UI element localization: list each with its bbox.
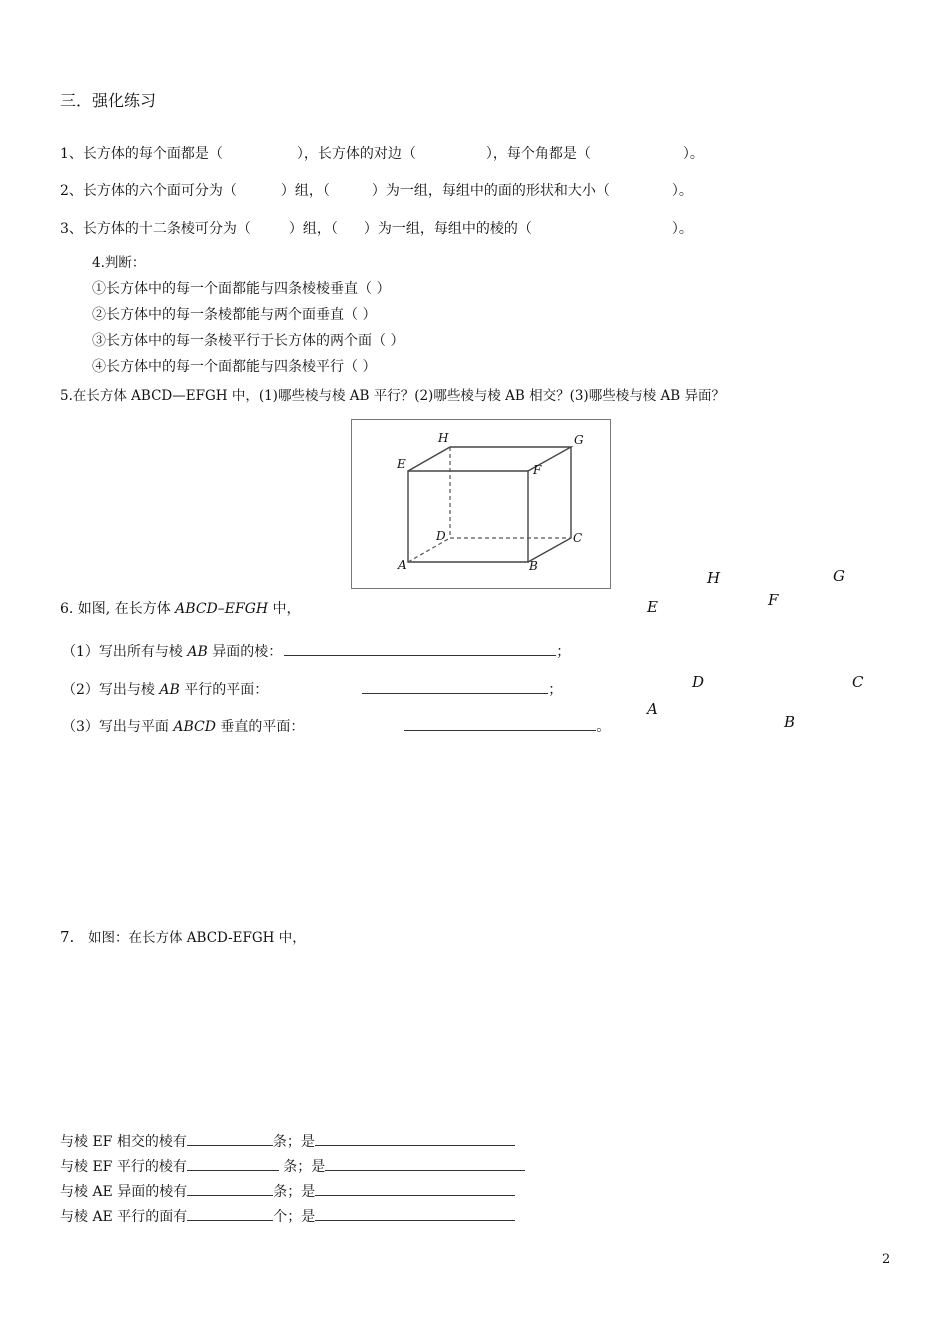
question-6-sub-1 [62, 641, 570, 659]
q7-answer-line-1 [60, 1131, 515, 1149]
question-7-text: 如图：在长方体 ABCD-EFGH 中， [88, 930, 306, 946]
judge-item-2: ②长方体中的每一条棱都能与两个面垂直（ ） [92, 307, 377, 323]
q3-part-4: ）。 [671, 221, 693, 237]
fig2-label-f: F [768, 591, 779, 609]
q7-line-4-b: 个；是 [273, 1209, 316, 1225]
question-4-title: 4.判断： [92, 255, 146, 271]
question-5: 5.在长方体 ABCD—EFGH 中，(1)哪些棱与棱 AB 平行？(2)哪些棱与棱 AB 相交？(3)哪些棱与棱 AB 异面？ [60, 388, 725, 404]
q6-s3-c: 垂直的平面： [215, 719, 305, 735]
q6-s2-a: （2）写出与棱 [62, 682, 160, 698]
q7-line-3-answer-blank[interactable] [315, 1181, 515, 1196]
judge-item-1: ①长方体中的每一个面都能与四条棱棱垂直（ ） [92, 281, 391, 297]
fig2-label-c: C [852, 673, 864, 691]
front-face [408, 471, 528, 562]
q7-answer-line-4 [60, 1206, 515, 1224]
cuboid-drawing [352, 420, 610, 588]
page-number: 2 [882, 1252, 891, 1267]
q6-s3-a: （3）写出与平面 [62, 719, 174, 735]
question-1 [60, 147, 704, 161]
q6-s3-blank[interactable] [404, 716, 596, 731]
q7-line-2-answer-blank[interactable] [325, 1156, 525, 1171]
q6-intro-c: 中， [268, 601, 301, 617]
q7-answer-line-2 [60, 1156, 525, 1174]
q7-line-4-answer-blank[interactable] [315, 1206, 515, 1221]
fig2-label-a: A [647, 700, 658, 718]
question-3 [60, 222, 693, 236]
q7-line-1-answer-blank[interactable] [315, 1131, 515, 1146]
q6-s1-b: AB [187, 644, 208, 660]
q1-part-3: ），每个角都是（ [485, 146, 591, 162]
question-6-intro [60, 602, 301, 616]
fig2-label-h: H [707, 569, 721, 587]
question-2 [60, 184, 693, 198]
fig1-label-a: A [398, 558, 407, 572]
q2-part-3: ）为一组，每组中的面的形状和大小（ [371, 183, 610, 199]
fig1-label-g: G [574, 433, 584, 447]
judge-item-4: ④长方体中的每一个面都能与四条棱平行（ ） [92, 359, 377, 375]
q2-part-1: 2、长方体的六个面可分为（ [60, 183, 237, 199]
fig1-label-c: C [573, 531, 583, 545]
q7-line-2-b: 条；是 [278, 1159, 326, 1175]
q7-line-3-b: 条；是 [273, 1184, 316, 1200]
q1-part-4: ）。 [682, 146, 704, 162]
q2-part-2: ）组，（ [280, 183, 330, 199]
q6-s3-b: ABCD [173, 719, 216, 735]
q1-part-2: ），长方体的对边（ [296, 146, 416, 162]
q6-s1-a: （1）写出所有与棱 [62, 644, 188, 660]
fig1-label-h: H [438, 431, 449, 445]
q3-part-3: ）为一组，每组中的棱的（ [363, 221, 532, 237]
q6-s1-blank[interactable] [284, 641, 556, 656]
fig1-label-b: B [529, 559, 538, 573]
question-7-number: 7. [60, 928, 75, 946]
q6-s1-c: 异面的棱： [207, 644, 283, 660]
q6-s2-c: 平行的平面： [179, 682, 269, 698]
cuboid-figure-1 [351, 419, 611, 589]
q7-answer-line-3 [60, 1181, 515, 1199]
q6-intro-a: 6. 如图, 在长方体 [60, 601, 176, 617]
judge-item-3: ③长方体中的每一条棱平行于长方体的两个面（ ） [92, 333, 405, 349]
q6-s2-end: ； [548, 682, 563, 698]
q2-part-4: ）。 [671, 183, 693, 199]
q1-part-1: 1、长方体的每个面都是（ [60, 146, 223, 162]
section-title: 三．强化练习 [60, 91, 157, 110]
question-6-sub-2 [62, 679, 562, 697]
q7-line-3-a: 与棱 AE 异面的棱有 [60, 1184, 188, 1200]
q7-line-4-count-blank[interactable] [187, 1206, 273, 1221]
fig2-label-g: G [833, 567, 845, 585]
fig1-label-f: F [533, 463, 542, 477]
q3-part-2: ）组，（ [288, 221, 338, 237]
q7-line-4-a: 与棱 AE 平行的面有 [60, 1209, 188, 1225]
fig1-label-e: E [397, 457, 406, 471]
fig2-label-d: D [692, 673, 705, 691]
q7-line-1-a: 与棱 EF 相交的棱有 [60, 1134, 187, 1150]
q3-part-1: 3、长方体的十二条棱可分为（ [60, 221, 251, 237]
q7-line-1-count-blank[interactable] [187, 1131, 273, 1146]
q7-line-2-count-blank[interactable] [187, 1156, 279, 1171]
q7-line-1-b: 条；是 [272, 1134, 315, 1150]
top-face [408, 447, 571, 471]
q6-s3-end: 。 [596, 719, 611, 735]
q6-s1-end: ； [556, 644, 571, 660]
q6-s2-b: AB [159, 682, 180, 698]
q7-line-3-count-blank[interactable] [187, 1181, 273, 1196]
fig2-label-b: B [784, 713, 796, 731]
q6-s2-blank[interactable] [362, 679, 548, 694]
q6-intro-b: ABCD–EFGH [175, 601, 269, 617]
fig2-label-e: E [647, 598, 658, 616]
fig1-label-d: D [436, 529, 446, 543]
q7-line-2-a: 与棱 EF 平行的棱有 [60, 1159, 187, 1175]
question-6-sub-3 [62, 716, 610, 734]
